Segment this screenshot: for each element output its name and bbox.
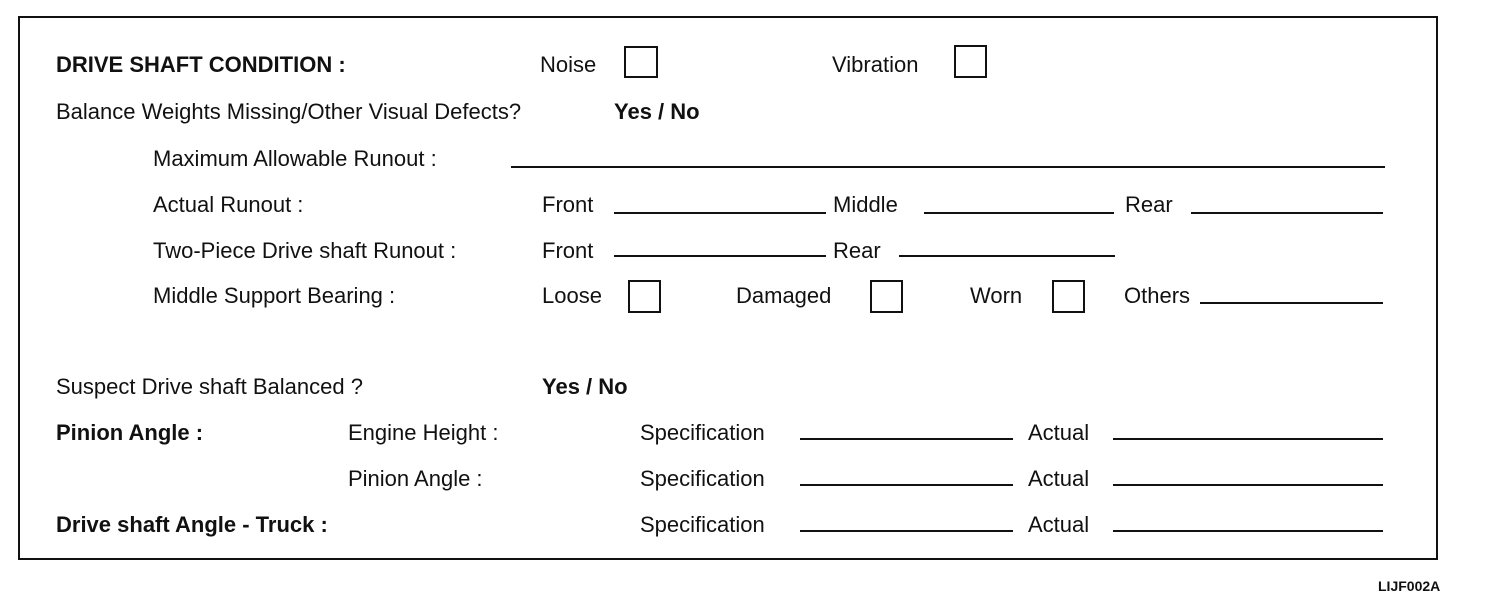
loose-checkbox[interactable] (628, 280, 661, 313)
actual-runout-front-field[interactable] (614, 212, 826, 214)
middle-support-bearing-label: Middle Support Bearing : (153, 283, 396, 308)
others-field[interactable] (1200, 302, 1383, 304)
two-piece-front-field[interactable] (614, 255, 826, 257)
two-piece-rear-label: Rear (833, 238, 881, 263)
engine-height-spec-field[interactable] (800, 438, 1013, 440)
engine-height-spec-label: Specification (640, 420, 765, 445)
actual-runout-rear-label: Rear (1125, 192, 1173, 217)
noise-label: Noise (540, 52, 597, 77)
drive-shaft-angle-actual-label: Actual (1028, 512, 1090, 537)
engine-height-label: Engine Height : (348, 420, 499, 445)
pinion-angle-heading: Pinion Angle : (56, 420, 204, 445)
actual-runout-rear-field[interactable] (1191, 212, 1383, 214)
two-piece-runout-label: Two-Piece Drive shaft Runout : (153, 238, 457, 263)
figure-code: LIJF002A (1378, 578, 1441, 594)
pinion-angle-actual-label: Actual (1028, 466, 1090, 491)
drive-shaft-angle-spec-label: Specification (640, 512, 765, 537)
noise-checkbox[interactable] (624, 46, 658, 78)
balance-weights-label: Balance Weights Missing/Other Visual Defects? (56, 99, 522, 124)
suspect-balanced-yes-no[interactable]: Yes / No (542, 374, 628, 399)
worn-label: Worn (970, 283, 1023, 308)
suspect-balanced-label: Suspect Drive shaft Balanced ? (56, 374, 363, 399)
two-piece-rear-field[interactable] (899, 255, 1115, 257)
pinion-angle-spec-field[interactable] (800, 484, 1013, 486)
engine-height-actual-label: Actual (1028, 420, 1090, 445)
actual-runout-label: Actual Runout : (153, 192, 304, 217)
drive-shaft-condition-label: DRIVE SHAFT CONDITION : (56, 52, 346, 77)
worn-checkbox[interactable] (1052, 280, 1085, 313)
actual-runout-middle-label: Middle (833, 192, 898, 217)
vibration-checkbox[interactable] (954, 45, 987, 78)
loose-label: Loose (542, 283, 602, 308)
others-label: Others (1124, 283, 1191, 308)
max-runout-field[interactable] (511, 166, 1385, 168)
pinion-angle-label: Pinion Angle : (348, 466, 483, 491)
max-runout-label: Maximum Allowable Runout : (153, 146, 437, 171)
pinion-angle-actual-field[interactable] (1113, 484, 1383, 486)
balance-weights-yes-no[interactable]: Yes / No (614, 99, 700, 124)
drive-shaft-angle-actual-field[interactable] (1113, 530, 1383, 532)
vibration-label: Vibration (832, 52, 919, 77)
drive-shaft-angle-truck-label: Drive shaft Angle - Truck : (56, 512, 328, 537)
damaged-checkbox[interactable] (870, 280, 903, 313)
actual-runout-front-label: Front (542, 192, 594, 217)
actual-runout-middle-field[interactable] (924, 212, 1114, 214)
drive-shaft-angle-spec-field[interactable] (800, 530, 1013, 532)
engine-height-actual-field[interactable] (1113, 438, 1383, 440)
damaged-label: Damaged (736, 283, 832, 308)
pinion-angle-spec-label: Specification (640, 466, 765, 491)
two-piece-front-label: Front (542, 238, 594, 263)
